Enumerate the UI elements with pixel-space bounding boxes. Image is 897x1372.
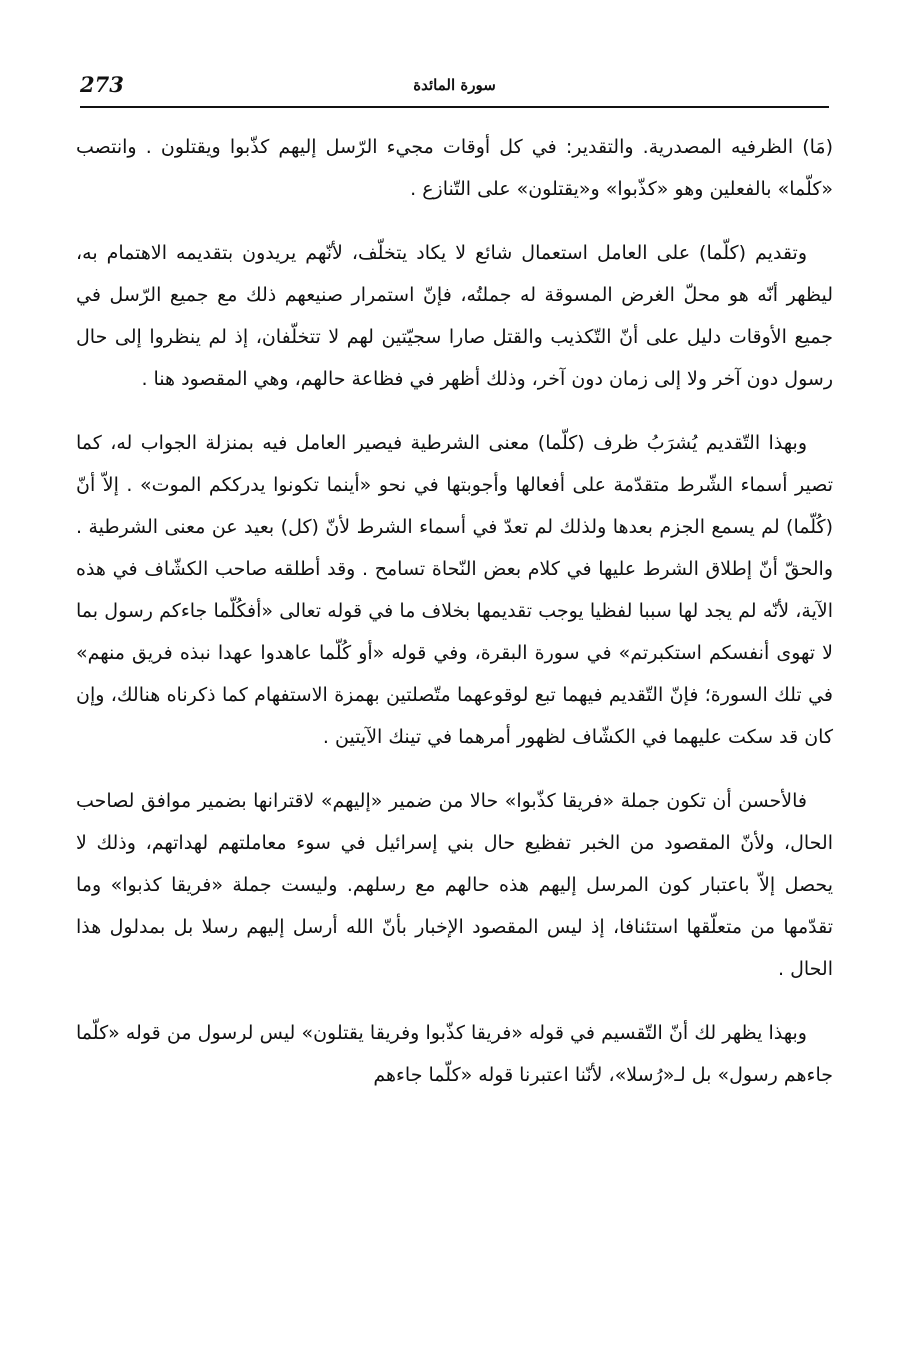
paragraph: وبهذا التّقديم يُشرَبُ ظرف (كلّما) معنى الشرطية فيصير العامل فيه بمنزلة الجواب له، كما تصير أسماء الشّرط متقدّمة على أفعالها وأجوبتها في نحو «أينما تكونوا يدرككم الموت» . إلاّ أنّ (كُلّما) لم يسمع الجزم بعدها ولذلك لم تعدّ في أسماء الشرط لأنّ (كل) بعيد عن معنى الشرطية . والحقّ أنّ إطلاق الشرط عليها في كلام بعض النّحاة تسامح . وقد أطلقه صاحب الكشّاف في هذه الآية، لأنّه لم يجد لها سببا لفظيا يوجب تقديمها بخلاف ما في قوله تعالى «أفكُلّما جاءكم رسول بما لا تهوى أنفسكم استكبرتم» في سورة البقرة، وفي قوله «أو كُلّما عاهدوا عهدا نبذه فريق منهم» في تلك السورة؛ فإنّ التّقديم فيهما تبع لوقوعهما متّصلتين بهمزة الاستفهام كما ذكرناه هنالك، وإن كان قد سكت عليهما في الكشّاف لظهور أمرهما في تينك الآيتين . xyxy=(76,432,833,748)
paragraph: وتقديم (كلّما) على العامل استعمال شائع لا يكاد يتخلّف، لأنّهم يريدون بتقديمه الاهتمام به، ليظهر أنّه هو محلّ الغرض المسوقة له جملتُه، فإنّ استمرار صنيعهم ذلك مع جميع الرّسل في جميع الأوقات دليل على أنّ التّكذيب والقتل صارا سجيّتين لهم لا تتخلّفان، إذ لم ينظروا إلى حال رسول دون آخر ولا إلى زمان دون آخر، وذلك أظهر في فظاعة حالهم، وهي المقصود هنا . xyxy=(76,242,833,390)
paragraph: وبهذا يظهر لك أنّ التّقسيم في قوله «فريقا كذّبوا وفريقا يقتلون» ليس لرسول من قوله «كلّما جاءهم رسول» بل لـ«رُسلا»، لأنّنا اعتبرنا قوله «كلّما جاءهم xyxy=(76,1022,833,1086)
page-header xyxy=(80,66,829,108)
paragraph: (مَا) الظرفيه المصدرية. والتقدير: في كل أوقات مجيء الرّسل إليهم كذّبوا ويقتلون . وانتصب «كلّما» بالفعلين وهو «كذّبوا» و«يقتلون» على التّنازع . xyxy=(76,136,833,200)
paragraph: فالأحسن أن تكون جملة «فريقا كذّبوا» حالا من ضمير «إليهم» لاقترانها بضمير موافق لصاحب الحال، ولأنّ المقصود من الخبر تفظيع حال بني إسرائيل في سوء معاملتهم لهداتهم، وذلك لا يحصل إلاّ باعتبار كون المرسل إليهم هذه حالهم مع رسلهم. وليست جملة «فريقا كذبوا» وما تقدّمها من متعلّقها استئنافا، إذ ليس المقصود الإخبار بأنّ الله أرسل إليهم رسلا بل بمدلول هذا الحال . xyxy=(76,790,833,980)
body-text xyxy=(76,126,833,1118)
running-title: سورة المائدة xyxy=(413,76,496,94)
page-number: 273 xyxy=(80,72,124,97)
